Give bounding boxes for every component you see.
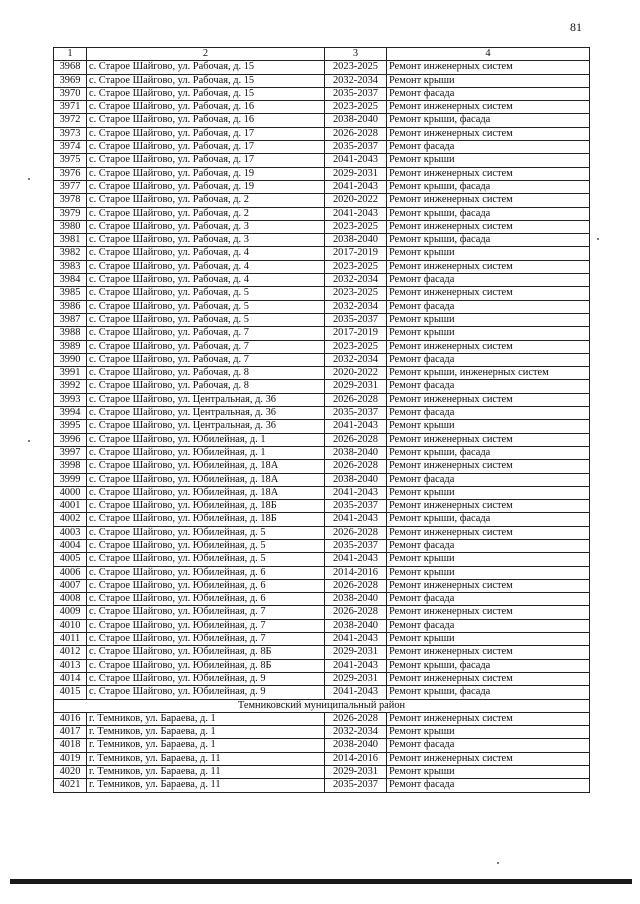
period: 2029-2031 [325,672,387,685]
column-header-3: 3 [325,48,387,61]
address: с. Старое Шайгово, ул. Юбилейная, д. 18Б [87,513,325,526]
work-type: Ремонт крыши [387,313,590,326]
work-type: Ремонт крыши, фасада [387,446,590,459]
header-row [54,48,590,61]
work-type: Ремонт фасада [387,539,590,552]
address: с. Старое Шайгово, ул. Юбилейная, д. 1 [87,446,325,459]
address: с. Старое Шайгово, ул. Рабочая, д. 5 [87,287,325,300]
row-number: 3972 [54,114,87,127]
table-row [54,393,590,406]
period: 2023-2025 [325,101,387,114]
period: 2038-2040 [325,619,387,632]
row-number: 3973 [54,127,87,140]
period: 2017-2019 [325,247,387,260]
work-type: Ремонт фасада [387,141,590,154]
table-row [54,579,590,592]
address: с. Старое Шайгово, ул. Рабочая, д. 7 [87,340,325,353]
column-header-2: 2 [87,48,325,61]
work-type: Ремонт крыши [387,633,590,646]
row-number: 3991 [54,367,87,380]
work-type: Ремонт фасада [387,779,590,792]
address: с. Старое Шайгово, ул. Юбилейная, д. 7 [87,633,325,646]
work-type: Ремонт инженерных систем [387,393,590,406]
table-row [54,446,590,459]
address: с. Старое Шайгово, ул. Рабочая, д. 16 [87,114,325,127]
period: 2020-2022 [325,194,387,207]
table-row [54,74,590,87]
table-row [54,247,590,260]
address: с. Старое Шайгово, ул. Рабочая, д. 15 [87,87,325,100]
period: 2041-2043 [325,659,387,672]
table-row [54,407,590,420]
table-row [54,539,590,552]
work-type: Ремонт крыши [387,247,590,260]
period: 2041-2043 [325,420,387,433]
address: с. Старое Шайгово, ул. Юбилейная, д. 18А [87,473,325,486]
table-row [54,234,590,247]
address: с. Старое Шайгово, ул. Рабочая, д. 17 [87,127,325,140]
page-number: 81 [570,20,582,34]
table-row [54,340,590,353]
row-number: 4015 [54,686,87,699]
table-row [54,87,590,100]
work-type: Ремонт фасада [387,593,590,606]
address: с. Старое Шайгово, ул. Юбилейная, д. 6 [87,593,325,606]
address: с. Старое Шайгово, ул. Юбилейная, д. 8Б [87,646,325,659]
row-number: 4006 [54,566,87,579]
work-type: Ремонт инженерных систем [387,672,590,685]
work-type: Ремонт инженерных систем [387,61,590,74]
period: 2041-2043 [325,553,387,566]
column-header-4: 4 [387,48,590,61]
period: 2032-2034 [325,300,387,313]
row-number: 3988 [54,327,87,340]
table-row [54,593,590,606]
scan-speck [28,178,30,180]
period: 2041-2043 [325,633,387,646]
table-row [54,260,590,273]
work-type: Ремонт крыши [387,486,590,499]
work-type: Ремонт крыши, фасада [387,234,590,247]
table-row [54,154,590,167]
scan-speck [597,238,599,240]
column-header-1: 1 [54,48,87,61]
address: г. Темников, ул. Бараева, д. 11 [87,766,325,779]
table-row [54,566,590,579]
table-row [54,180,590,193]
period: 2038-2040 [325,114,387,127]
address: г. Темников, ул. Бараева, д. 1 [87,712,325,725]
table-row [54,287,590,300]
period: 2041-2043 [325,513,387,526]
table-row [54,752,590,765]
row-number: 3979 [54,207,87,220]
period: 2035-2037 [325,407,387,420]
address: с. Старое Шайгово, ул. Рабочая, д. 19 [87,180,325,193]
row-number: 3977 [54,180,87,193]
address: с. Старое Шайгово, ул. Юбилейная, д. 5 [87,539,325,552]
address: с. Старое Шайгово, ул. Рабочая, д. 8 [87,367,325,380]
work-type: Ремонт фасада [387,380,590,393]
period: 2035-2037 [325,87,387,100]
address: с. Старое Шайгово, ул. Рабочая, д. 2 [87,194,325,207]
work-type: Ремонт инженерных систем [387,167,590,180]
table-row [54,274,590,287]
period: 2038-2040 [325,473,387,486]
work-type: Ремонт инженерных систем [387,460,590,473]
row-number: 4010 [54,619,87,632]
table-row [54,367,590,380]
address: с. Старое Шайгово, ул. Центральная, д. 36 [87,407,325,420]
period: 2014-2016 [325,566,387,579]
table-body-section [54,712,590,792]
table-row [54,380,590,393]
row-number: 3981 [54,234,87,247]
table-row [54,526,590,539]
section-title: Темниковский муниципальный район [54,699,590,712]
row-number: 4002 [54,513,87,526]
address: с. Старое Шайгово, ул. Рабочая, д. 16 [87,101,325,114]
work-type: Ремонт крыши, фасада [387,513,590,526]
work-type: Ремонт инженерных систем [387,606,590,619]
scan-edge-bar [10,879,632,884]
table-row [54,194,590,207]
period: 2029-2031 [325,646,387,659]
period: 2041-2043 [325,686,387,699]
period: 2026-2028 [325,526,387,539]
work-type: Ремонт инженерных систем [387,287,590,300]
row-number: 4020 [54,766,87,779]
row-number: 3987 [54,313,87,326]
table-row [54,141,590,154]
row-number: 3982 [54,247,87,260]
repair-schedule-table [53,47,590,793]
period: 2032-2034 [325,274,387,287]
period: 2026-2028 [325,433,387,446]
period: 2023-2025 [325,260,387,273]
period: 2035-2037 [325,500,387,513]
work-type: Ремонт инженерных систем [387,646,590,659]
period: 2038-2040 [325,234,387,247]
table-row [54,766,590,779]
table-row [54,433,590,446]
period: 2026-2028 [325,127,387,140]
row-number: 4021 [54,779,87,792]
address: с. Старое Шайгово, ул. Юбилейная, д. 5 [87,526,325,539]
table-row [54,473,590,486]
row-number: 4017 [54,726,87,739]
row-number: 4001 [54,500,87,513]
work-type: Ремонт фасада [387,353,590,366]
period: 2035-2037 [325,313,387,326]
row-number: 4004 [54,539,87,552]
table-row [54,500,590,513]
period: 2023-2025 [325,61,387,74]
work-type: Ремонт инженерных систем [387,712,590,725]
row-number: 3994 [54,407,87,420]
work-type: Ремонт фасада [387,739,590,752]
table-row [54,606,590,619]
address: с. Старое Шайгово, ул. Юбилейная, д. 6 [87,566,325,579]
table-row [54,114,590,127]
address: с. Старое Шайгово, ул. Центральная, д. 36 [87,420,325,433]
row-number: 3990 [54,353,87,366]
address: с. Старое Шайгово, ул. Центральная, д. 36 [87,393,325,406]
work-type: Ремонт крыши [387,726,590,739]
table-row [54,619,590,632]
work-type: Ремонт инженерных систем [387,101,590,114]
address: с. Старое Шайгово, ул. Рабочая, д. 7 [87,353,325,366]
table-row [54,300,590,313]
address: с. Старое Шайгово, ул. Рабочая, д. 3 [87,220,325,233]
row-number: 3974 [54,141,87,154]
row-number: 3999 [54,473,87,486]
period: 2026-2028 [325,712,387,725]
row-number: 3980 [54,220,87,233]
work-type: Ремонт инженерных систем [387,220,590,233]
address: с. Старое Шайгово, ул. Рабочая, д. 7 [87,327,325,340]
row-number: 3969 [54,74,87,87]
table-row [54,686,590,699]
period: 2038-2040 [325,739,387,752]
row-number: 3998 [54,460,87,473]
address: с. Старое Шайгово, ул. Юбилейная, д. 1 [87,433,325,446]
work-type: Ремонт крыши [387,420,590,433]
row-number: 4005 [54,553,87,566]
row-number: 4016 [54,712,87,725]
work-type: Ремонт фасада [387,274,590,287]
row-number: 4007 [54,579,87,592]
row-number: 4019 [54,752,87,765]
table-row [54,353,590,366]
period: 2026-2028 [325,393,387,406]
work-type: Ремонт крыши, фасада [387,686,590,699]
period: 2041-2043 [325,207,387,220]
period: 2032-2034 [325,353,387,366]
work-type: Ремонт фасада [387,473,590,486]
address: с. Старое Шайгово, ул. Рабочая, д. 2 [87,207,325,220]
work-type: Ремонт инженерных систем [387,433,590,446]
work-type: Ремонт инженерных систем [387,260,590,273]
table-row [54,313,590,326]
address: с. Старое Шайгово, ул. Юбилейная, д. 9 [87,672,325,685]
work-type: Ремонт крыши, фасада [387,207,590,220]
table-row [54,207,590,220]
period: 2017-2019 [325,327,387,340]
period: 2023-2025 [325,220,387,233]
row-number: 4009 [54,606,87,619]
section-row [54,699,590,712]
address: с. Старое Шайгово, ул. Юбилейная, д. 6 [87,579,325,592]
period: 2026-2028 [325,579,387,592]
address: с. Старое Шайгово, ул. Рабочая, д. 4 [87,260,325,273]
period: 2023-2025 [325,287,387,300]
table-row [54,726,590,739]
table-row [54,420,590,433]
row-number: 4003 [54,526,87,539]
address: с. Старое Шайгово, ул. Рабочая, д. 8 [87,380,325,393]
table-row [54,779,590,792]
row-number: 3970 [54,87,87,100]
period: 2035-2037 [325,539,387,552]
table-row [54,101,590,114]
table-row [54,553,590,566]
row-number: 3989 [54,340,87,353]
work-type: Ремонт крыши, фасада [387,180,590,193]
row-number: 4018 [54,739,87,752]
work-type: Ремонт фасада [387,300,590,313]
work-type: Ремонт фасада [387,87,590,100]
table-row [54,127,590,140]
address: с. Старое Шайгово, ул. Юбилейная, д. 18А [87,486,325,499]
work-type: Ремонт инженерных систем [387,340,590,353]
table-body [54,61,590,699]
table-row [54,672,590,685]
period: 2038-2040 [325,446,387,459]
address: с. Старое Шайгово, ул. Рабочая, д. 15 [87,74,325,87]
work-type: Ремонт инженерных систем [387,752,590,765]
row-number: 3976 [54,167,87,180]
work-type: Ремонт фасада [387,407,590,420]
table-row [54,460,590,473]
row-number: 3983 [54,260,87,273]
row-number: 3985 [54,287,87,300]
address: с. Старое Шайгово, ул. Юбилейная, д. 8Б [87,659,325,672]
row-number: 3992 [54,380,87,393]
row-number: 3975 [54,154,87,167]
table-row [54,167,590,180]
period: 2035-2037 [325,141,387,154]
address: г. Темников, ул. Бараева, д. 11 [87,779,325,792]
table-row [54,220,590,233]
scan-speck [497,862,499,864]
address: с. Старое Шайгово, ул. Рабочая, д. 4 [87,274,325,287]
address: г. Темников, ул. Бараева, д. 11 [87,752,325,765]
table-row [54,659,590,672]
work-type: Ремонт инженерных систем [387,500,590,513]
work-type: Ремонт инженерных систем [387,579,590,592]
period: 2029-2031 [325,766,387,779]
work-type: Ремонт крыши, фасада [387,114,590,127]
address: с. Старое Шайгово, ул. Юбилейная, д. 7 [87,619,325,632]
period: 2020-2022 [325,367,387,380]
address: с. Старое Шайгово, ул. Рабочая, д. 15 [87,61,325,74]
address: с. Старое Шайгово, ул. Рабочая, д. 4 [87,247,325,260]
row-number: 4012 [54,646,87,659]
work-type: Ремонт крыши [387,766,590,779]
row-number: 3978 [54,194,87,207]
address: с. Старое Шайгово, ул. Рабочая, д. 5 [87,313,325,326]
address: г. Темников, ул. Бараева, д. 1 [87,739,325,752]
period: 2041-2043 [325,486,387,499]
row-number: 4011 [54,633,87,646]
row-number: 3971 [54,101,87,114]
row-number: 4000 [54,486,87,499]
row-number: 3995 [54,420,87,433]
address: с. Старое Шайгово, ул. Юбилейная, д. 5 [87,553,325,566]
address: г. Темников, ул. Бараева, д. 1 [87,726,325,739]
period: 2032-2034 [325,726,387,739]
period: 2041-2043 [325,154,387,167]
table-row [54,739,590,752]
row-number: 3986 [54,300,87,313]
work-type: Ремонт крыши [387,566,590,579]
row-number: 3968 [54,61,87,74]
address: с. Старое Шайгово, ул. Рабочая, д. 19 [87,167,325,180]
table-row [54,327,590,340]
period: 2029-2031 [325,380,387,393]
work-type: Ремонт фасада [387,619,590,632]
work-type: Ремонт крыши [387,327,590,340]
row-number: 3997 [54,446,87,459]
address: с. Старое Шайгово, ул. Юбилейная, д. 9 [87,686,325,699]
work-type: Ремонт инженерных систем [387,127,590,140]
period: 2041-2043 [325,180,387,193]
table-row [54,712,590,725]
address: с. Старое Шайгово, ул. Юбилейная, д. 18А [87,460,325,473]
row-number: 4014 [54,672,87,685]
table-row [54,513,590,526]
address: с. Старое Шайгово, ул. Рабочая, д. 3 [87,234,325,247]
period: 2023-2025 [325,340,387,353]
address: с. Старое Шайгово, ул. Рабочая, д. 17 [87,154,325,167]
work-type: Ремонт инженерных систем [387,194,590,207]
period: 2035-2037 [325,779,387,792]
address: с. Старое Шайгово, ул. Юбилейная, д. 18Б [87,500,325,513]
period: 2038-2040 [325,593,387,606]
row-number: 4013 [54,659,87,672]
table-row [54,61,590,74]
work-type: Ремонт крыши, фасада [387,659,590,672]
work-type: Ремонт крыши [387,74,590,87]
row-number: 3993 [54,393,87,406]
period: 2026-2028 [325,460,387,473]
table-row [54,646,590,659]
work-type: Ремонт инженерных систем [387,526,590,539]
address: с. Старое Шайгово, ул. Рабочая, д. 5 [87,300,325,313]
period: 2032-2034 [325,74,387,87]
address: с. Старое Шайгово, ул. Юбилейная, д. 7 [87,606,325,619]
period: 2026-2028 [325,606,387,619]
period: 2014-2016 [325,752,387,765]
scan-speck [28,440,30,442]
table-row [54,486,590,499]
row-number: 3984 [54,274,87,287]
work-type: Ремонт крыши, инженерных систем [387,367,590,380]
work-type: Ремонт крыши [387,553,590,566]
period: 2029-2031 [325,167,387,180]
row-number: 4008 [54,593,87,606]
address: с. Старое Шайгово, ул. Рабочая, д. 17 [87,141,325,154]
table-row [54,633,590,646]
work-type: Ремонт крыши [387,154,590,167]
row-number: 3996 [54,433,87,446]
